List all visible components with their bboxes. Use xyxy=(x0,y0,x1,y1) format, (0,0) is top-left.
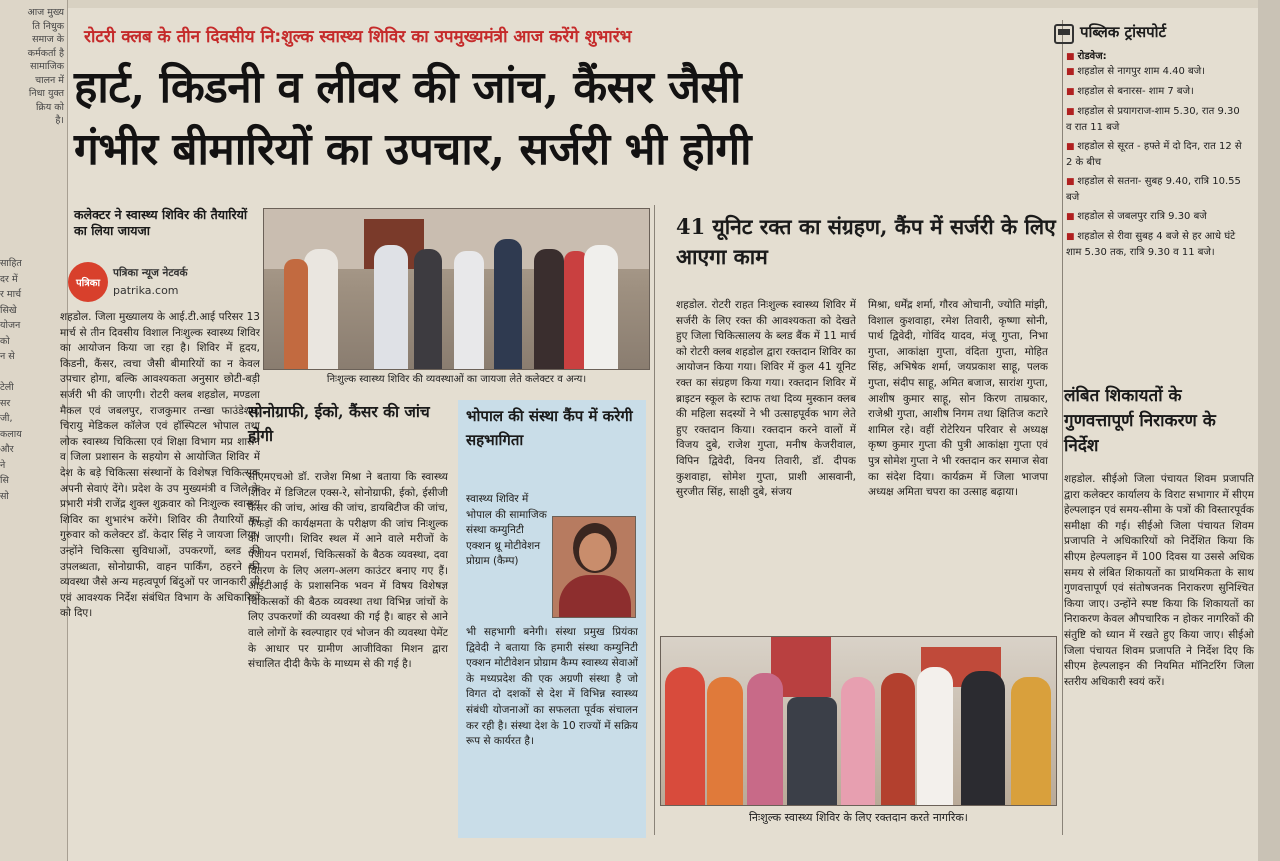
right-edge xyxy=(1258,0,1280,861)
story4-body-col2: मिश्रा, धर्मेंद्र शर्मा, गौरव ओचानी, ज्योति मांझी, विशाल कुशवाहा, रमेश तिवारी, कृष्णा सोनी, पार्थ द्विवेदी, गोविंद यादव, मंजू गुप्ता, निभा गुप्ता, आकांक्षा गुप्ता, वंदिता गुप्ता, मोहित सिंह, अभिषेक शर्मा, जयप्रकाश साहू, पलक गुप्ता, संदीप साहू, अमित बजाज, सारांश गुप्ता, आशीष कुमार साहू, सोन किरण ताम्रकार, राजेश्री गुप्ता, आशीष निगम तथा क्षितिज कटारे शामिल रहे। वहीं रोटेरियन परिवार से अध्यक्ष कृष्ण कुमार गुप्ता की पुत्री आकांक्षा गुप्ता एवं पुत्र सोमेश गुप्ता ने भी रक्तदान कर समाज सेवा का संदेश दिया। कार्यक्रम में जिला भाजपा अध्यक्ष अमिता चपरा का उत्साह बढ़ाया। xyxy=(868,299,1048,499)
story1-body: शहडोल. जिला मुख्यालय के आई.टी.आई परिसर 13 मार्च से तीन दिवसीय विशाल निःशुल्क स्वास्थ्य शिविर का आयोजन किया जा रहा है। शिविर में हृदय, किडनी, कैंसर, त्वचा जैसी बीमारियों का न केवल उपचार होगा, बल्कि आवश्यकता अनुसार छोटी-बड़ी सर्जरी भी की जाएगी। रोटरी क्लब शहडोल, मण्डला मैकल एवं जबलपुर, राजकुमार तन्खा फाउंडेशन, चिरायु मेडिकल कॉलेज एवं हॉस्पिटल भोपाल तथा लोक स्वास्थ्य चिकित्सा एवं शिक्षा विभाग मप्र शासन व जिला प्रशासन के सहयोग से आयोजित शिविर में देश के बड़े चिकित्सा संस्थानों के विशेषज्ञ चिकित्सक अपनी सेवाएं देंगे। प्रदेश के उप मुख्यमंत्री व जिले के प्रभारी मंत्री राजेंद्र शुक्ल शुक्रवार को निःशुल्क स्वास्थ्य शिविर का शुभारंभ करेंगे। शिविर की तैयारियों का गुरुवार को कलेक्टर डॉ. केदार सिंह ने जायजा लिया। उन्होंने चिकित्सा सुविधाओं, उपकरणों, ब्लड की उपलब्धता, सोनोग्राफी, वाहन पार्किंग, ठहरने की व्यवस्था जैसे अन्य महत्वपूर्ण बिंदुओं पर जानकारी ली एवं आवश्यक निर्देश संबंधित विभाग के अधिकारियों को दिए। xyxy=(60,311,260,620)
story2-headline: सोनोग्राफी, ईको, कैंसर की जांच होगी xyxy=(248,402,430,445)
transport-item xyxy=(1066,174,1246,205)
left-strip-top-text xyxy=(0,6,64,128)
brand-url: patrika.com xyxy=(113,284,179,297)
left-strip-line: दर में xyxy=(0,273,18,285)
story3-headline: भोपाल की संस्था कैंप में करेगी सहभागिता xyxy=(466,407,633,449)
transport-section xyxy=(1066,48,1241,62)
photo2-caption: निःशुल्क स्वास्थ्य शिविर के लिए रक्तदान करते नागरिक। xyxy=(749,811,968,824)
transport-item xyxy=(1066,64,1246,80)
left-strip-line: को xyxy=(0,335,10,347)
left-strip-line: समाज के xyxy=(32,34,64,45)
brand-name: पत्रिका न्यूज नेटवर्क xyxy=(113,267,188,279)
patrika-logo-icon: पत्रिका xyxy=(68,262,108,302)
collector-inspection-photo xyxy=(263,208,650,370)
story1-kicker: कलेक्टर ने स्वास्थ्य शिविर की तैयारियों का लिया जायजा xyxy=(74,207,248,238)
left-strip-line: सिखे xyxy=(0,304,17,316)
left-strip-line: चालन में xyxy=(35,74,64,86)
left-strip-line xyxy=(0,365,22,381)
left-strip-line: है। xyxy=(55,115,64,126)
left-strip-mid-text xyxy=(0,256,22,504)
left-strip-line: न से xyxy=(0,351,15,362)
left-strip xyxy=(0,0,68,861)
story5-headline: लंबित शिकायतों के गुणवत्तापूर्ण निराकरण के निर्देश xyxy=(1064,386,1216,456)
left-strip-line: ने xyxy=(0,459,6,471)
left-strip-line: सो xyxy=(0,490,9,502)
priyanka-dwivedi-photo xyxy=(552,516,636,618)
transport-item-text: शहडोल से बनारस- शाम 7 बजे। xyxy=(1077,86,1194,97)
transport-item-text: शहडोल से सतना- सुबह 9.40, रात्रि 10.55 बजे xyxy=(1066,176,1241,203)
left-strip-line: जी, xyxy=(0,413,13,424)
transport-item xyxy=(1066,84,1246,100)
left-strip-line: सि xyxy=(0,475,9,486)
story4-body-col1: शहडोल. रोटरी राहत निःशुल्क स्वास्थ्य शिविर में सर्जरी के लिए रक्त की आवश्यकता को देखते हुए जिला चिकित्सालय के ब्लड बैंक में 11 मार्च को रोटरी क्लब शहडोल द्वारा रक्तदान शिविर का आयोजन किया गया। शिविर में कुल 41 यूनिट रक्त का संग्रहण किया गया। रक्तदान शिविर में ब्राइटन स्कूल के स्टाफ तथा दिव्य मुस्कान क्लब की महिला सदस्यों ने भी उत्साहपूर्वक भाग लेते हुए रक्तदान किया। रक्तदान करने वालों में विजय दुबे, राजेश गुप्ता, मनीष केजरीवाल, विपिन द्विवेदी, विनय तिवारी, डॉ. दीपक कुशवाहा, सोमेश गुप्ता, प्राशी आसवानी, सुरजीत सिंह, साक्षी दुबे, संजय xyxy=(676,299,856,499)
transport-item-text: शहडोल से जबलपुर रात्रि 9.30 बजे xyxy=(1077,211,1207,222)
left-strip-line: टेली xyxy=(0,382,14,393)
story3-body-top: स्वास्थ्य शिविर में भोपाल की सामाजिक संस्था कम्युनिटी एक्शन थ्रू मोटीवेशन प्रोग्राम (कैम्प) xyxy=(466,493,547,568)
main-headline-line2: गंभीर बीमारियों का उपचार, सर्जरी भी होगी xyxy=(74,124,752,175)
transport-item-text: शहडोल से रीवा सुबह 4 बजे से हर आधे घंटे शाम 5.30 तक, रात्रि 9.30 व 11 बजे। xyxy=(1066,231,1236,258)
bus-icon xyxy=(1054,24,1074,44)
transport-section-label: रोडवेज: xyxy=(1077,51,1107,62)
top-banner: रोटरी क्लब के तीन दिवसीय नि:शुल्क स्वास्थ्य शिविर का उपमुख्यमंत्री आज करेंगे शुभारंभ xyxy=(84,27,632,47)
photo1-caption: निःशुल्क स्वास्थ्य शिविर की व्यवस्थाओं का जायजा लेते कलेक्टर व अन्य। xyxy=(326,374,587,385)
story4-headline: 41 यूनिट रक्त का संग्रहण, कैंप में सर्जरी के लिए आएगा काम xyxy=(676,214,1056,269)
left-strip-line: साहित xyxy=(0,258,22,269)
left-strip-line: क्रिय को xyxy=(35,101,64,113)
transport-list xyxy=(1066,64,1246,264)
transport-item xyxy=(1066,229,1246,260)
left-strip-line: योजन xyxy=(0,320,21,331)
transport-item xyxy=(1066,139,1246,170)
transport-title: पब्लिक ट्रांसपोर्ट xyxy=(1080,23,1167,41)
left-strip-line: कर्मकर्ता है xyxy=(27,47,64,59)
left-strip-line: सर xyxy=(0,397,11,409)
left-strip-line: निधा युक्त xyxy=(28,88,64,99)
left-strip-line: कलाय xyxy=(0,428,22,440)
left-strip-line: आज मुख्य xyxy=(27,7,64,18)
column-rule xyxy=(654,205,655,835)
blood-donation-photo xyxy=(660,636,1057,806)
transport-item-text: शहडोल से सूरत - हफ्ते में दो दिन, रात 12 से 2 के बीच xyxy=(1066,141,1242,168)
main-headline-line1: हार्ट, किडनी व लीवर की जांच, कैंसर जैसी xyxy=(74,62,741,113)
transport-item-text: शहडोल से प्रयागराज-शाम 5.30, रात 9.30 व रात 11 बजे xyxy=(1066,106,1240,133)
transport-item xyxy=(1066,104,1246,135)
story3-body: भी सहभागी बनेगी। संस्था प्रमुख प्रियंका द्विवेदी ने बताया कि हमारी संस्था कम्युनिटी एक्शन मोटीवेशन प्रोग्राम कैम्प स्वास्थ्य सेवाओं के मध्यप्रदेश की एक अग्रणी संस्था है जो विगत दो दशकों से देश में विभिन्न स्वास्थ्य संबंधी योजनाओं का सफलता पूर्वक संचालन कर रही है। संस्था देश के 10 राज्यों में सक्रिय रूप से कार्यरत है। xyxy=(466,626,638,748)
story5-body: शहडोल. सीईओ जिला पंचायत शिवम प्रजापति द्वारा कलेक्टर कार्यालय के विराट सभागार में सीएम हेल्पलाइन एवं समय-सीमा के पत्रों की विस्तारपूर्वक समीक्षा की गई। सीईओ जिला पंचायत शिवम प्रजापति ने अधिकारियों को निर्देशित किया कि सीएम हेल्पलाइन में 100 दिवस या उससे अधिक समय से लंबित शिकायतों का प्राथमिकता के साथ गुणवत्तापूर्ण एवं संतोषजनक निराकरण सुनिश्चित किया जाए। उन्होंने स्पष्ट किया कि शिकायतों का निराकरण केवल औपचारिक न होकर नागरिकों की संतुष्टि को ध्यान में रखते हुए किया जाए। सीईओ जिला पंचायत शिवम प्रजापति ने निर्देश दिए कि सीएम हेल्पलाइन की नियमित मॉनिटरिंग जिला स्तरीय अधिकारी स्वयं करें। xyxy=(1064,473,1254,688)
left-strip-line: ति निधुक xyxy=(32,20,64,32)
left-strip-line: र मार्च xyxy=(0,289,22,300)
story2-body: सीएमएचओ डॉ. राजेश मिश्रा ने बताया कि स्वास्थ्य शिविर में डिजिटल एक्स-रे, सोनोग्राफी, ईको, ईसीजी कैंसर की जांच, आंख की जांच, डायबिटीज की जांच, फेफड़ों की कार्यक्षमता के परीक्षण की जांच निःशुल्क की जाएगी। शिविर स्थल में आने वाले मरीजों के पंजीयन परामर्श, चिकित्सकों के बैठक व्यवस्था, दवा वितरण के लिए अलग-अलग काउंटर बनाए गए हैं। आईटीआई के प्रशासनिक भवन में विषय विशेषज्ञ चिकित्सकों की बैठक व्यवस्था तथा विभिन्न जांचों के लिए उपकरणों की व्यवस्था की गई है। बाहर से आने वाले लोगों के स्वल्पाहार एवं भोजन की व्यवस्था पेमेंट के आधार पर ग्रामीण आजीविका मिशन द्वारा संचालित दीदी कैफे के माध्यम से की गई है। xyxy=(248,471,448,671)
page-top-edge xyxy=(0,0,1280,8)
transport-item xyxy=(1066,209,1246,225)
left-strip-line: सामाजिक xyxy=(30,61,64,72)
left-strip-line: और xyxy=(0,444,14,455)
transport-item-text: शहडोल से नागपुर शाम 4.40 बजे। xyxy=(1077,66,1205,77)
right-column-rule xyxy=(1062,20,1063,835)
